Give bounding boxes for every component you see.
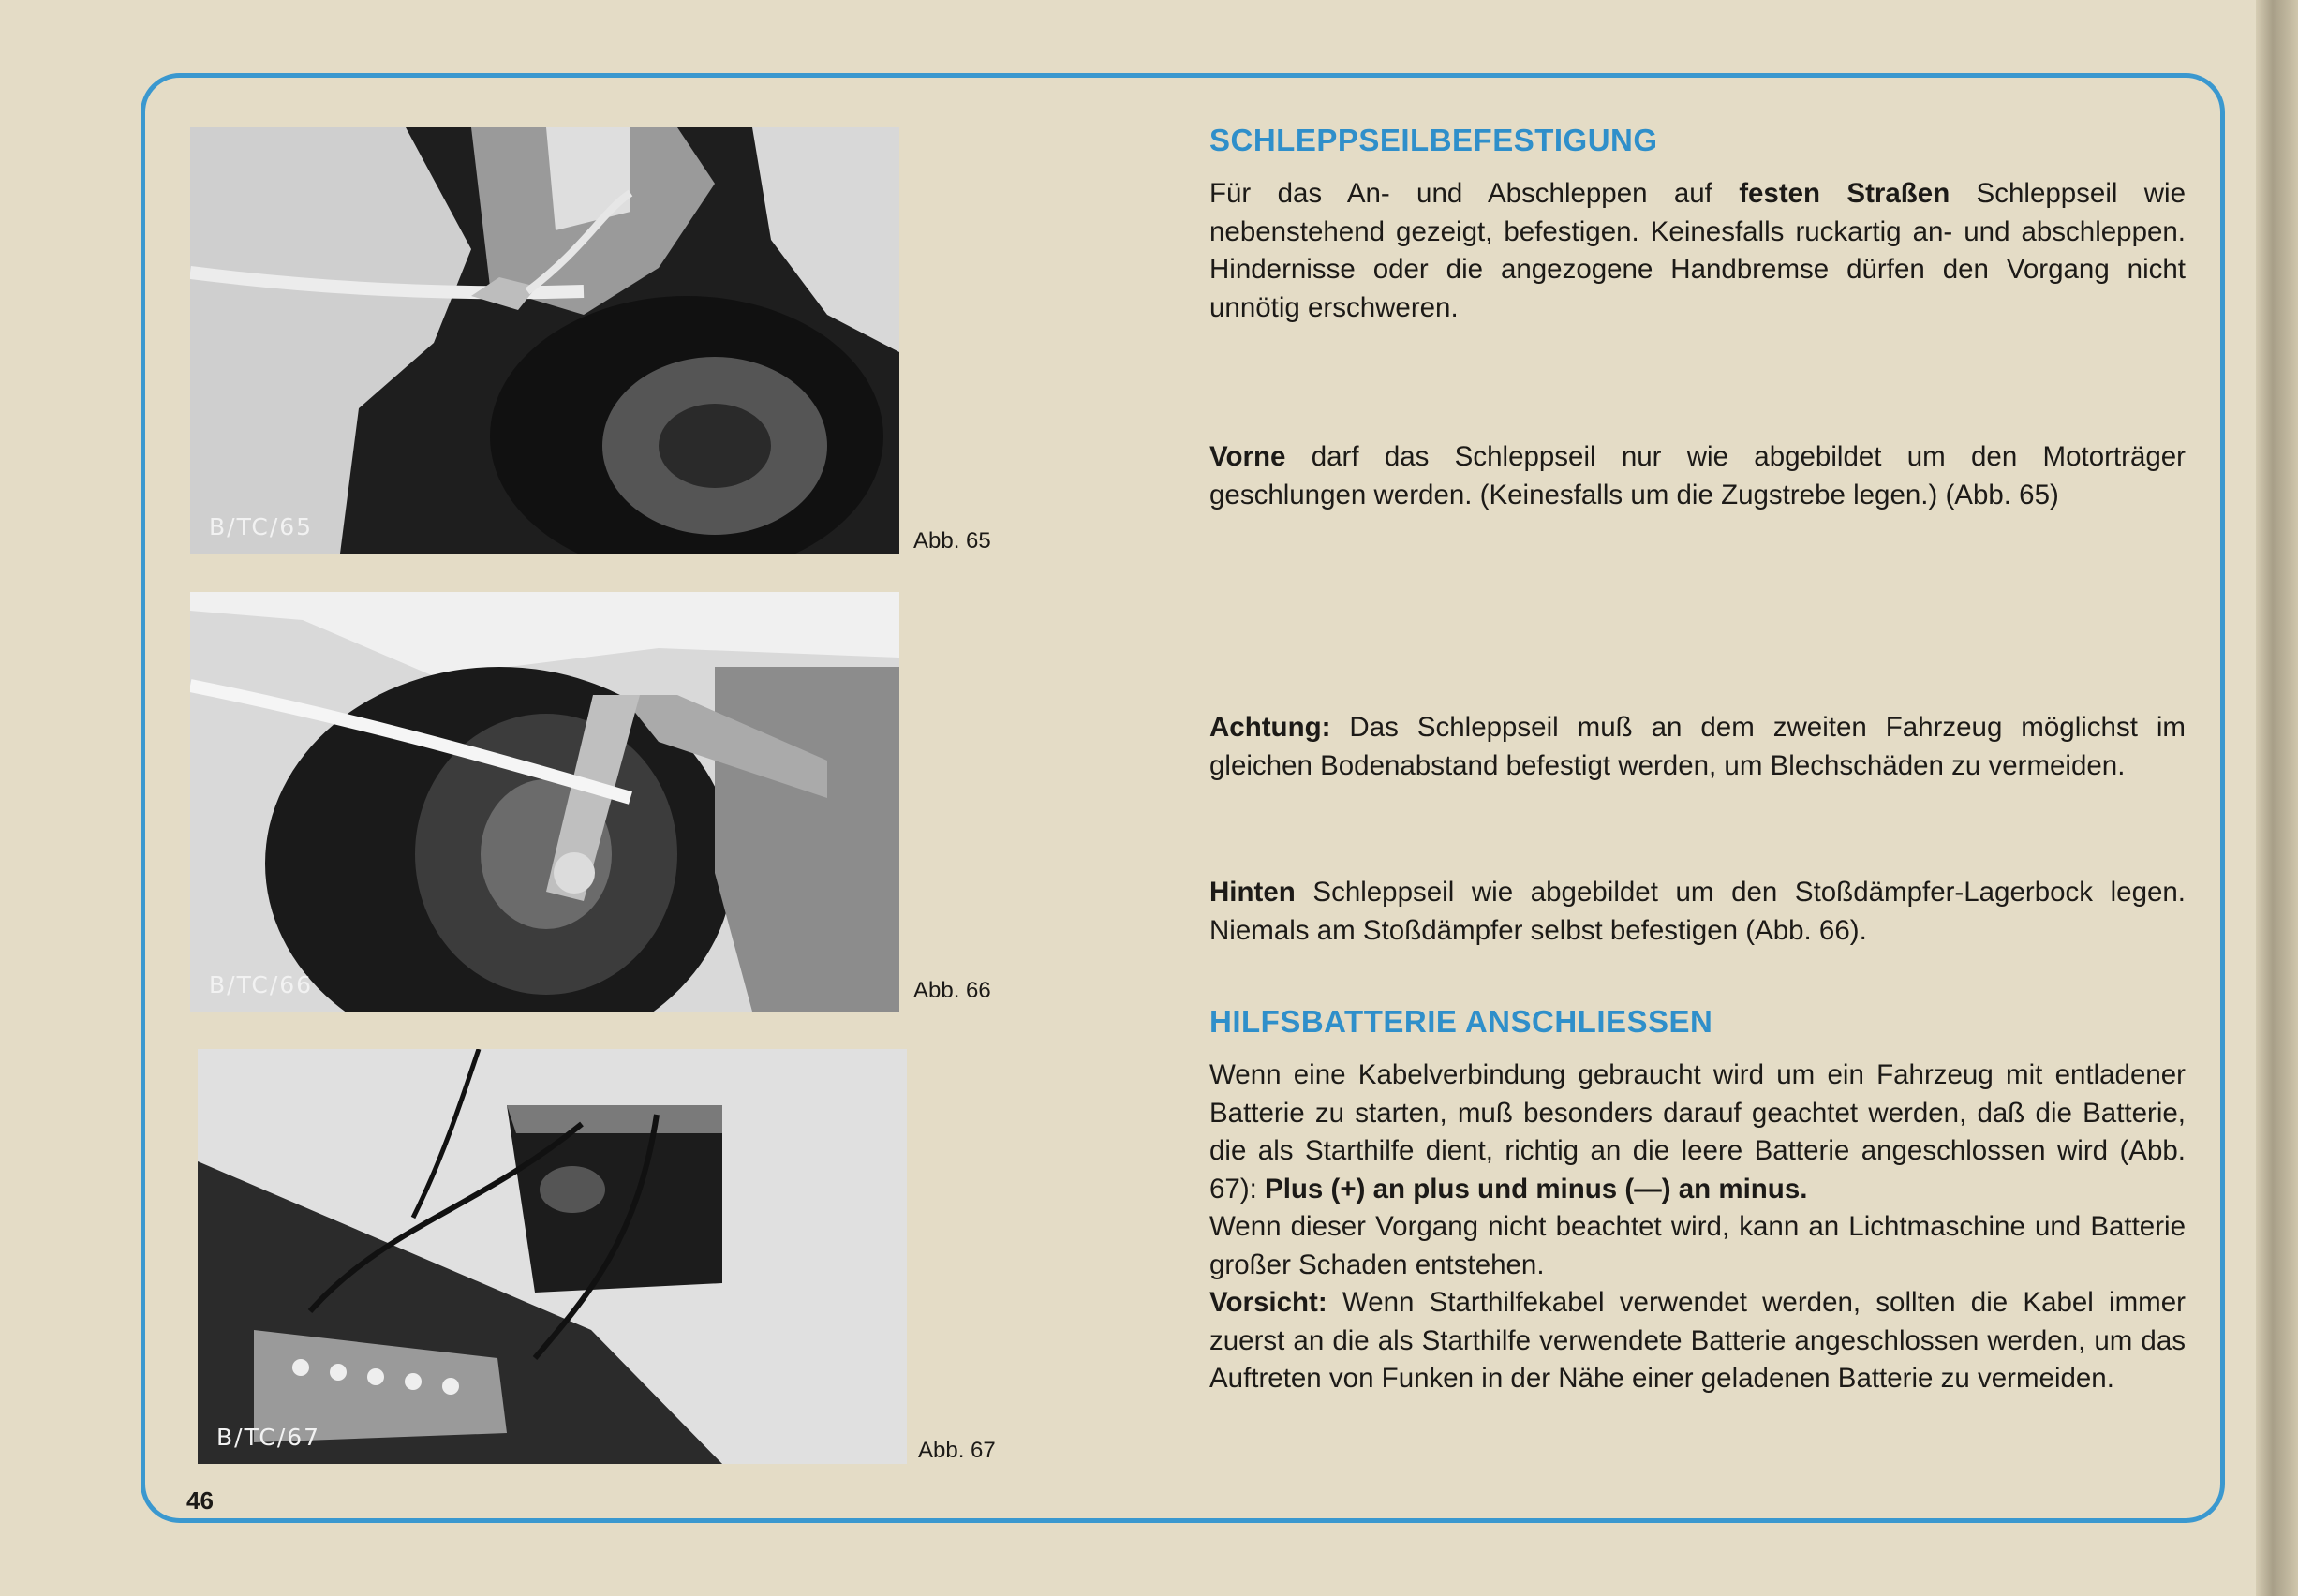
front-label: Vorne [1209, 441, 1286, 472]
photo-code: B/TC/66 [209, 971, 314, 998]
figure-caption: Abb. 65 [913, 528, 991, 554]
figure-caption: Abb. 67 [918, 1438, 996, 1463]
photo-code: B/TC/65 [209, 513, 314, 540]
intro-bold: festen Straßen [1739, 178, 1950, 209]
attention-paragraph [1209, 709, 2186, 785]
rear-towing-paragraph [1209, 874, 2186, 950]
jump-start-text: Wenn eine Kabelverbindung gebraucht wird um ein Fahrzeug mit entladener Batterie zu starten, muß besonders darauf geachtet werden, daß die Batterie, die als Starthilfe dient, richtig an die leere Batterie angeschlossen wird (Abb. 67): [1209, 1059, 2186, 1204]
jump-start-paragraph-2: Wenn dieser Vorgang nicht beachtet wird, kann an Lichtmaschine und Batterie großer Schaden entstehen. [1209, 1211, 2186, 1280]
rear-shock-photo-illustration [190, 592, 899, 1012]
intro-text-pre: Für das An- und Abschleppen auf [1209, 178, 1740, 209]
caution-paragraph [1209, 1284, 2186, 1398]
rear-text: Schleppseil wie abgebildet um den Stoßdämpfer-Lagerbock legen. Niemals am Stoßdämpfer selbst befestigen (Abb. 66). [1209, 877, 2186, 946]
caution-label: Vorsicht: [1209, 1287, 1327, 1318]
photo-code: B/TC/67 [216, 1424, 321, 1451]
front-axle-photo-illustration [190, 127, 899, 554]
front-text: darf das Schleppseil nur wie abgebildet um den Motorträger geschlungen werden. (Keinesfalls um die Zugstrebe legen.) (Abb. 65) [1209, 441, 2186, 510]
section-heading-jump-start: HILFSBATTERIE ANSCHLIESSEN [1209, 1004, 1713, 1039]
figure-caption: Abb. 66 [913, 978, 991, 1003]
jump-start-paragraph-1 [1209, 1057, 2186, 1208]
front-towing-paragraph [1209, 438, 2186, 514]
photo-front-tow-point [190, 127, 899, 554]
photo-rear-tow-point [190, 592, 899, 1012]
photo-jump-start-battery [198, 1049, 907, 1464]
intro-text-post: Schleppseil wie nebenstehend gezeigt, befestigen. Keinesfalls ruckartig an- und abschleppen. Hindernisse oder die angezogene Handbremse dürfen den Vorgang nicht unnötig erschweren. [1209, 178, 2187, 323]
rear-label: Hinten [1209, 877, 1296, 908]
section-heading-towing: SCHLEPPSEILBEFESTIGUNG [1209, 123, 1658, 157]
attention-label: Achtung: [1209, 712, 1331, 743]
battery-photo-illustration [198, 1049, 907, 1464]
page-edge [2256, 0, 2298, 1596]
caution-text: Wenn Starthilfekabel verwendet werden, sollten die Kabel immer zuerst an die als Starthilfe verwendete Batterie angeschlossen werden, um das Auftreten von Funken in der Nähe einer geladenen Batterie zu vermeiden. [1209, 1287, 2186, 1394]
attention-text: Das Schleppseil muß an dem zweiten Fahrzeug möglichst im gleichen Bodenabstand befestigt werden, um Blechschäden zu vermeiden. [1209, 712, 2186, 781]
polarity-rule: Plus (+) an plus und minus (—) an minus. [1265, 1173, 1808, 1204]
page-number: 46 [186, 1486, 214, 1515]
towing-intro-paragraph [1209, 175, 2186, 327]
jump-start-paragraphs [1209, 1057, 2186, 1398]
